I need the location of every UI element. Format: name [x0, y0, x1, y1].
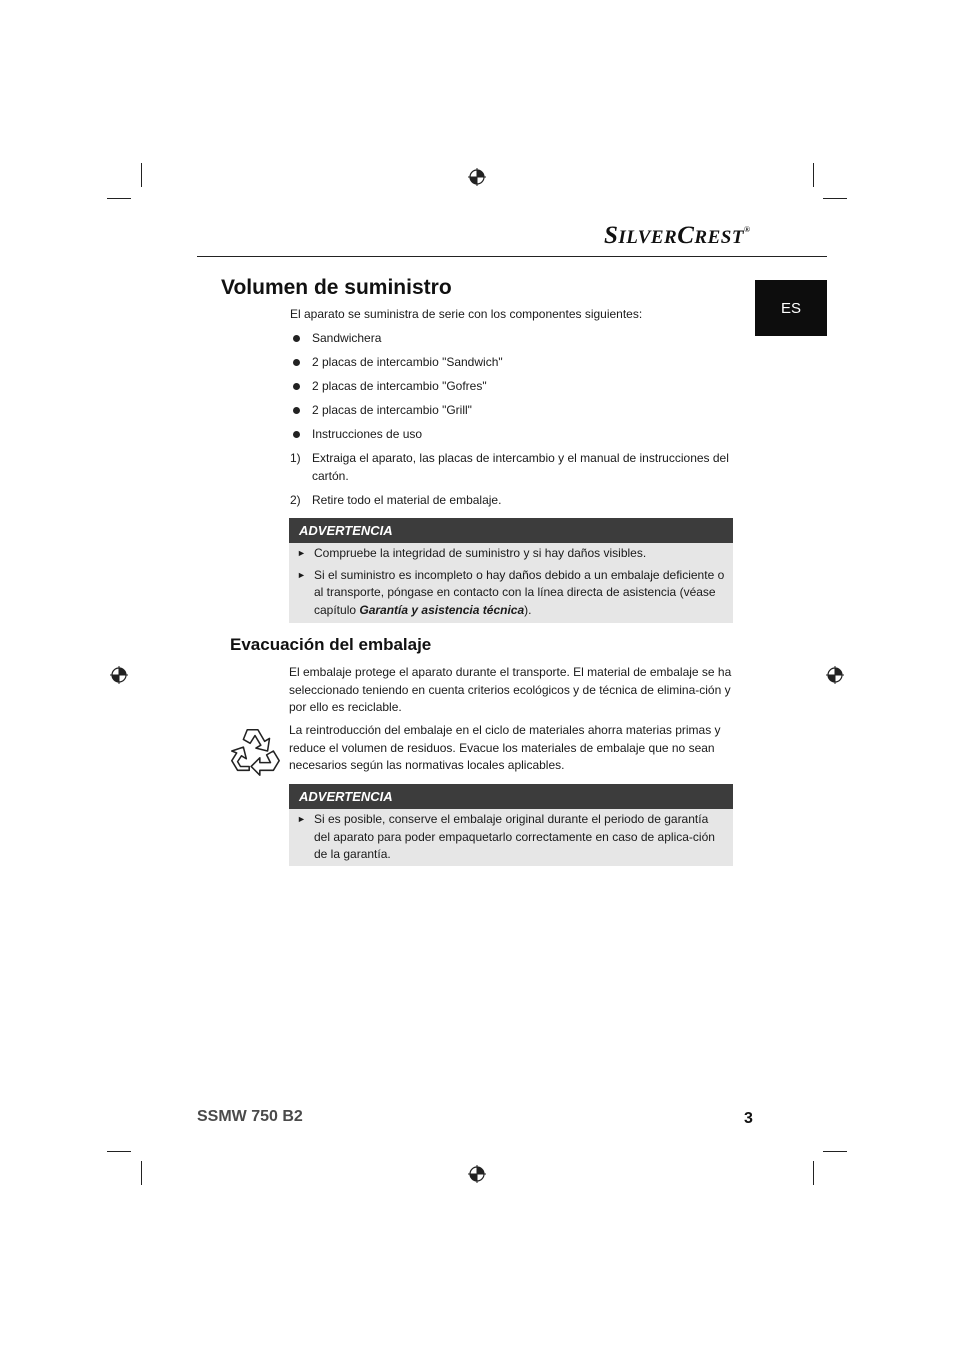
warning-emphasis: Garantía y asistencia técnica	[359, 602, 525, 617]
brand-initial-c: C	[677, 222, 695, 249]
language-tab-label: ES	[780, 299, 801, 317]
page-number: 3	[744, 1110, 753, 1127]
warning-item-end: ).	[524, 602, 532, 617]
crop-mark	[813, 163, 814, 187]
bullet-icon	[293, 359, 300, 366]
step-number: 2)	[290, 493, 301, 507]
arrow-right-icon: ►	[297, 569, 306, 580]
warning-box	[289, 784, 733, 866]
registration-mark-icon	[468, 1165, 486, 1183]
recycle-icon	[226, 722, 284, 780]
bullet-icon	[293, 335, 300, 342]
registration-mark-icon	[468, 168, 486, 186]
registration-mark-icon	[826, 666, 844, 684]
section2-paragraph: El embalaje protege el aparato durante el transporte. El material de embalaje se ha seleccionado teniendo en cuenta criterios ecológicos y de técnica de elimina-ción y por ello es reciclable.	[289, 665, 732, 714]
warning-item-text: Compruebe la integridad de suministro y si hay daños visibles.	[314, 546, 647, 560]
warning-item	[289, 545, 733, 563]
warning-item	[289, 811, 733, 864]
warning-item	[289, 567, 733, 620]
arrow-right-icon: ►	[297, 814, 306, 824]
registered-mark: ®	[743, 225, 751, 234]
registration-mark-icon	[110, 666, 128, 684]
step-number: 1)	[290, 451, 301, 465]
section2-paragraph: La reintroducción del embalaje en el ciclo de materiales ahorra materias primas y reduce el volumen de residuos. Evacue los materiales de embalaje que no sean necesarios según las normativas locales aplicables.	[289, 723, 721, 772]
brand-initial-s: S	[604, 222, 619, 249]
crop-mark	[813, 1161, 814, 1185]
bullet-icon	[293, 383, 300, 390]
brand-rest-2: REST	[694, 227, 744, 248]
crop-mark	[141, 163, 142, 187]
language-tab	[755, 280, 827, 336]
warning-box	[289, 518, 733, 623]
step-text: Retire todo el material de embalaje.	[312, 493, 502, 507]
step-text: Extraiga el aparato, las placas de intercambio y el manual de instrucciones del cartón.	[312, 451, 729, 483]
warning-heading: ADVERTENCIA	[289, 518, 733, 543]
crop-mark	[823, 1151, 847, 1152]
warning-item-text: Si el suministro es incompleto o hay daños debido a un embalaje deficiente o al transporte, póngase en contacto con la línea directa de asistencia (véase capítulo	[314, 567, 725, 617]
list-item-text: Instrucciones de uso	[312, 427, 423, 441]
section1-intro: El aparato se suministra de serie con los componentes siguientes:	[290, 307, 643, 321]
bullet-icon	[293, 431, 300, 438]
list-item-text: Sandwichera	[312, 331, 382, 345]
section-title-volumen: Volumen de suministro	[221, 276, 452, 299]
arrow-right-icon: ►	[297, 548, 306, 558]
bullet-icon	[293, 407, 300, 414]
footer-model-number: SSMW 750 B2	[197, 1108, 303, 1125]
crop-mark	[141, 1161, 142, 1185]
warning-item-text: Si es posible, conserve el embalaje original durante el periodo de garantía del aparato para poder empaquetarlo correctamente en caso de aplica-ción de la garantía.	[314, 812, 715, 861]
crop-mark	[107, 1151, 131, 1152]
header-divider	[197, 256, 827, 257]
warning-heading: ADVERTENCIA	[289, 784, 733, 809]
brand-rest-1: ILVER	[618, 227, 678, 248]
section-title-evacuacion: Evacuación del embalaje	[230, 635, 432, 654]
list-item-text: 2 placas de intercambio "Grill"	[312, 403, 472, 417]
list-item-text: 2 placas de intercambio "Sandwich"	[312, 355, 503, 369]
crop-mark	[107, 198, 131, 199]
brand-logo	[604, 222, 754, 252]
crop-mark	[823, 198, 847, 199]
list-item-text: 2 placas de intercambio "Gofres"	[312, 379, 487, 393]
